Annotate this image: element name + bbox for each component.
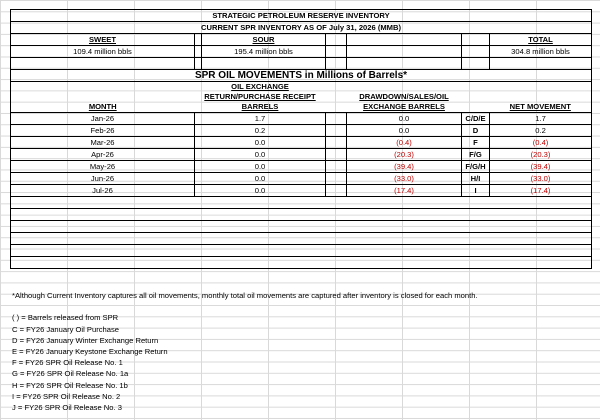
row-exchange: 0.0: [195, 137, 326, 149]
row-net: 1.7: [490, 113, 592, 125]
total-header: TOTAL: [490, 34, 592, 46]
movement-row: [11, 173, 592, 185]
drawdown-col-header: DRAWDOWN/SALES/OIL EXCHANGE BARRELS: [347, 82, 462, 113]
row-month: Feb-26: [11, 125, 195, 137]
notes-section: [12, 290, 478, 413]
movements-rows: [11, 113, 592, 197]
legend-list: [12, 312, 478, 413]
exchange-col-header: OIL EXCHANGE RETURN/PURCHASE RECEIPT BARRELS: [195, 82, 326, 113]
row-code: D: [462, 125, 490, 137]
row-exchange: 0.0: [195, 149, 326, 161]
sweet-value: 109.4 million bbls: [11, 46, 195, 58]
row-net: (20.3): [490, 149, 592, 161]
row-month: Apr-26: [11, 149, 195, 161]
legend-item: H = FY26 SPR Oil Release No. 1b: [12, 380, 128, 390]
row-month: May-26: [11, 161, 195, 173]
row-net: (39.4): [490, 161, 592, 173]
legend-item: ( ) = Barrels released from SPR: [12, 313, 119, 323]
row-drawdown: (39.4): [347, 161, 462, 173]
row-month: Mar-26: [11, 137, 195, 149]
legend-item: J = FY26 SPR Oil Release No. 3: [12, 403, 122, 413]
legend-item: F = FY26 SPR Oil Release No. 1: [12, 358, 123, 368]
row-month: Jan-26: [11, 113, 195, 125]
report-title: STRATEGIC PETROLEUM RESERVE INVENTORY: [11, 10, 592, 22]
row-month: Jun-26: [11, 173, 195, 185]
movement-row: [11, 161, 592, 173]
row-net: (33.0): [490, 173, 592, 185]
movement-row: [11, 125, 592, 137]
row-net: (0.4): [490, 137, 592, 149]
row-exchange: 0.2: [195, 125, 326, 137]
movement-row: [11, 113, 592, 125]
row-code: C/D/E: [462, 113, 490, 125]
sour-value: 195.4 million bbls: [202, 46, 326, 58]
row-code: H/I: [462, 173, 490, 185]
row-exchange: 0.0: [195, 173, 326, 185]
row-exchange: 0.0: [195, 185, 326, 197]
legend-item: D = FY26 January Winter Exchange Return: [12, 335, 159, 345]
month-col-header: MONTH: [11, 82, 195, 113]
row-code: F/G: [462, 149, 490, 161]
row-month: Jul-26: [11, 185, 195, 197]
legend-item: I = FY26 SPR Oil Release No. 2: [12, 391, 121, 401]
row-drawdown: (0.4): [347, 137, 462, 149]
net-col-header: NET MOVEMENT: [490, 82, 592, 113]
footnote: *Although Current Inventory captures all oil movements, monthly total oil movements are captured after inventory is closed for each month.: [12, 291, 478, 300]
row-drawdown: (33.0): [347, 173, 462, 185]
sweet-header: SWEET: [11, 34, 195, 46]
row-drawdown: (20.3): [347, 149, 462, 161]
row-exchange: 1.7: [195, 113, 326, 125]
row-exchange: 0.0: [195, 161, 326, 173]
row-code: I: [462, 185, 490, 197]
movement-row: [11, 137, 592, 149]
spr-inventory-table: [10, 9, 592, 269]
legend-item: G = FY26 SPR Oil Release No. 1a: [12, 369, 129, 379]
row-code: F/G/H: [462, 161, 490, 173]
movement-row: [11, 149, 592, 161]
total-value: 304.8 million bbls: [490, 46, 592, 58]
row-drawdown: (17.4): [347, 185, 462, 197]
legend-item: C = FY26 January Oil Purchase: [12, 324, 119, 334]
movement-row: [11, 185, 592, 197]
row-drawdown: 0.0: [347, 113, 462, 125]
movements-title: SPR OIL MOVEMENTS in Millions of Barrels*: [11, 70, 592, 82]
inventory-as-of-line: CURRENT SPR INVENTORY AS OF July 31, 2026 (MMB): [11, 22, 592, 34]
row-net: 0.2: [490, 125, 592, 137]
sour-header: SOUR: [202, 34, 326, 46]
row-drawdown: 0.0: [347, 125, 462, 137]
row-net: (17.4): [490, 185, 592, 197]
legend-item: E = FY26 January Keystone Exchange Return: [12, 347, 168, 356]
row-code: F: [462, 137, 490, 149]
